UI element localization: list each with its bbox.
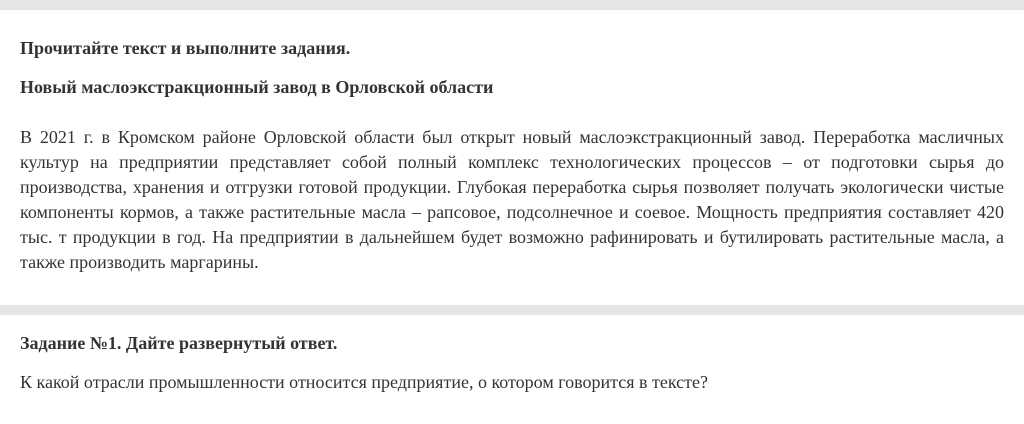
task-header: Задание №1. Дайте развернутый ответ.	[20, 333, 338, 353]
instruction-text: Прочитайте текст и выполните задания.	[20, 38, 351, 58]
article-title: Новый маслоэкстракционный завод в Орловской области	[20, 77, 494, 97]
task-question: К какой отрасли промышленности относится предприятие, о котором говорится в тексте?	[20, 372, 708, 392]
reading-card	[0, 10, 1024, 305]
article-body: В 2021 г. в Кромском районе Орловской области был открыт новый маслоэкстракционный завод. Переработка масличных культур на предприятии представляет собой полный комплекс технологических процессов – от подготовки сырья до производства, хранения и отгрузки готовой продукции. Глубокая переработка сырья позволяет получать экологически чистые компоненты кормов, а также растительные масла – рапсовое, подсолнечное и соевое. Мощность предприятия составляет 420 тыс. т продукции в год. На предприятии в дальнейшем будет возможно рафинировать и бутилировать растительные масла, а также производить маргарины.	[20, 127, 1004, 272]
task-card	[0, 315, 1024, 424]
